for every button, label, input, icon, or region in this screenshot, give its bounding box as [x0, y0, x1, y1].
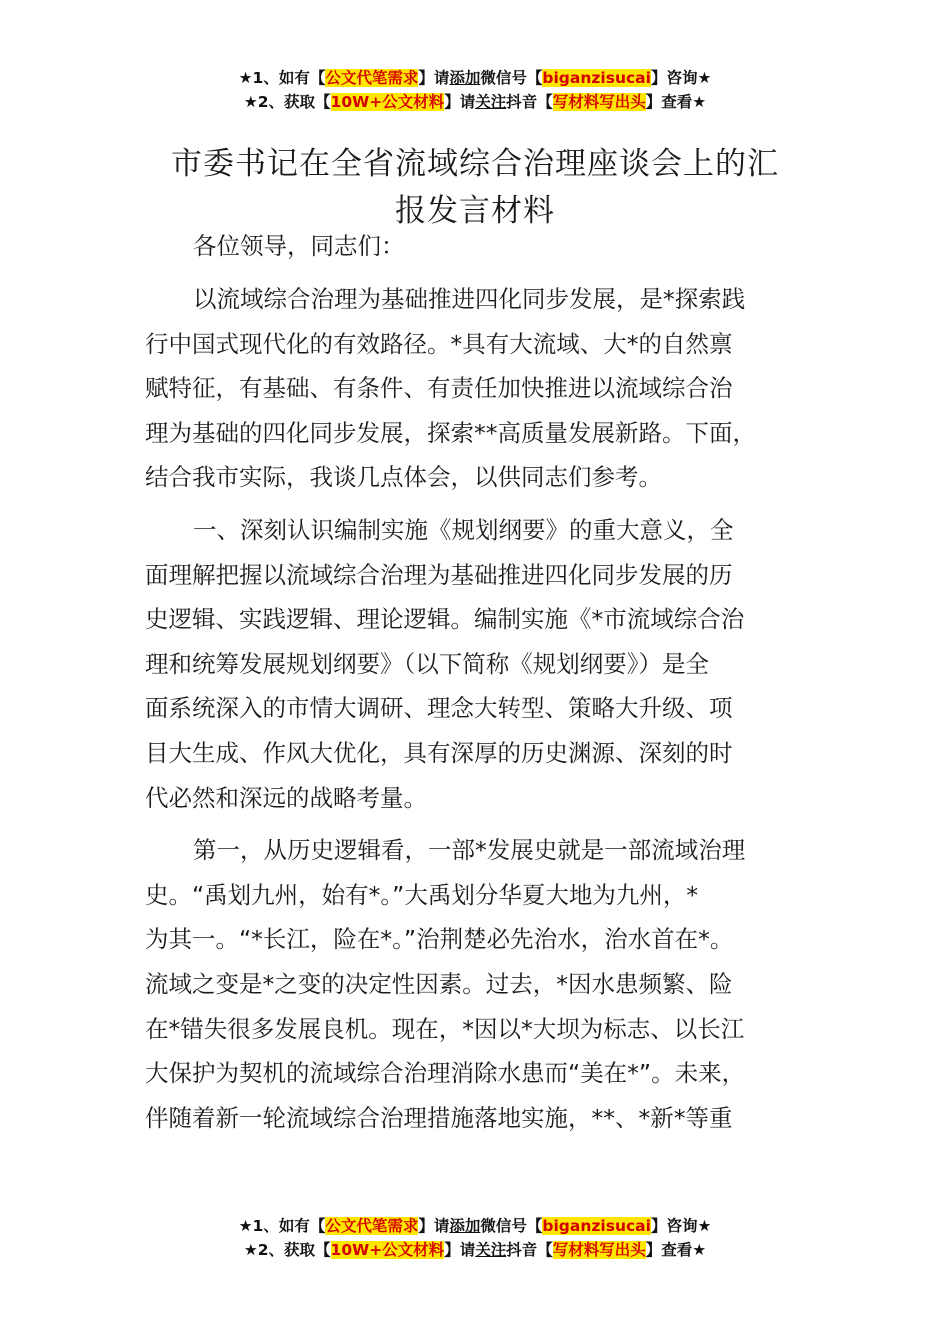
text-line: 面系统深入的市情大调研、理念大转型、策略大升级、项 [145, 694, 733, 723]
promo-wechat-id: biganzisucai [542, 69, 651, 87]
promo-highlight: 公文代笔需求 [325, 69, 419, 87]
text-line: 代必然和深远的战略考量。 [145, 783, 427, 812]
text-line: 史。“禹划九州，始有*。”大禹划分华夏大地为九州，* [145, 880, 699, 909]
promo-banner-bottom [0, 1214, 950, 1262]
salutation: 各位领导，同志们： [193, 232, 405, 260]
document-body [145, 224, 825, 1140]
promo-banner-top [0, 66, 950, 114]
title-line-2: 报发言材料 [395, 192, 555, 229]
promo-wechat-id: biganzisucai [542, 1217, 651, 1235]
promo-highlight: 10W+公文材料 [330, 93, 445, 111]
promo-highlight: 公文代笔需求 [325, 1217, 419, 1235]
promo-douyin-id: 写材料写出头 [552, 93, 646, 111]
text-line: 史逻辑、实践逻辑、理论逻辑。编制实施《*市流域综合治 [145, 605, 745, 634]
text-line: 以流域综合治理为基础推进四化同步发展，是*探索践 [193, 285, 746, 313]
promo-highlight: 10W+公文材料 [330, 1241, 445, 1259]
text-line: 流域之变是*之变的决定性因素。过去，*因水患频繁、险 [145, 969, 733, 998]
text-line: 一、深刻认识编制实施《规划纲要》的重大意义，全 [193, 515, 734, 544]
paragraph-intro [145, 277, 825, 500]
paragraph-historical-logic [145, 828, 825, 1140]
promo-line-1: ★1、如有【公文代笔需求】请添加微信号【biganzisucai】咨询★ [238, 69, 712, 87]
paragraph-section-one [145, 508, 825, 820]
promo-line-2: ★2、获取【10W+公文材料】请关注抖音【写材料写出头】查看★ [243, 93, 707, 111]
text-line: 目大生成、作风大优化，具有深厚的历史渊源、深刻的时 [145, 738, 733, 767]
promo-line-1: ★1、如有【公文代笔需求】请添加微信号【biganzisucai】咨询★ [238, 1217, 712, 1235]
text-line: 面理解把握以流域综合治理为基础推进四化同步发展的历 [145, 560, 733, 589]
text-line: 理和统筹发展规划纲要》（以下简称《规划纲要》）是全 [145, 649, 709, 678]
text-line: 行中国式现代化的有效路径。*具有大流域、大*的自然禀 [145, 329, 733, 358]
text-line: 为其一。“*长江，险在*。”治荆楚必先治水，治水首在*。 [145, 925, 734, 954]
document-title [0, 141, 950, 235]
text-line: 赋特征，有基础、有条件、有责任加快推进以流域综合治 [145, 374, 733, 403]
text-line: 结合我市实际，我谈几点体会，以供同志们参考。 [145, 463, 662, 492]
text-line: 伴随着新一轮流域综合治理措施落地实施，**、*新*等重 [145, 1103, 733, 1132]
text-line: 在*错失很多发展良机。现在，*因以*大坝为标志、以长江 [145, 1014, 745, 1043]
title-line-1: 市委书记在全省流域综合治理座谈会上的汇 [171, 145, 779, 182]
text-line: 第一，从历史逻辑看，一部*发展史就是一部流域治理 [193, 836, 746, 865]
text-line: 大保护为契机的流域综合治理消除水患而“美在*”。未来， [145, 1059, 746, 1088]
text-line: 理为基础的四化同步发展，探索**高质量发展新路。下面， [145, 418, 756, 447]
promo-line-2: ★2、获取【10W+公文材料】请关注抖音【写材料写出头】查看★ [243, 1241, 707, 1259]
promo-douyin-id: 写材料写出头 [552, 1241, 646, 1259]
